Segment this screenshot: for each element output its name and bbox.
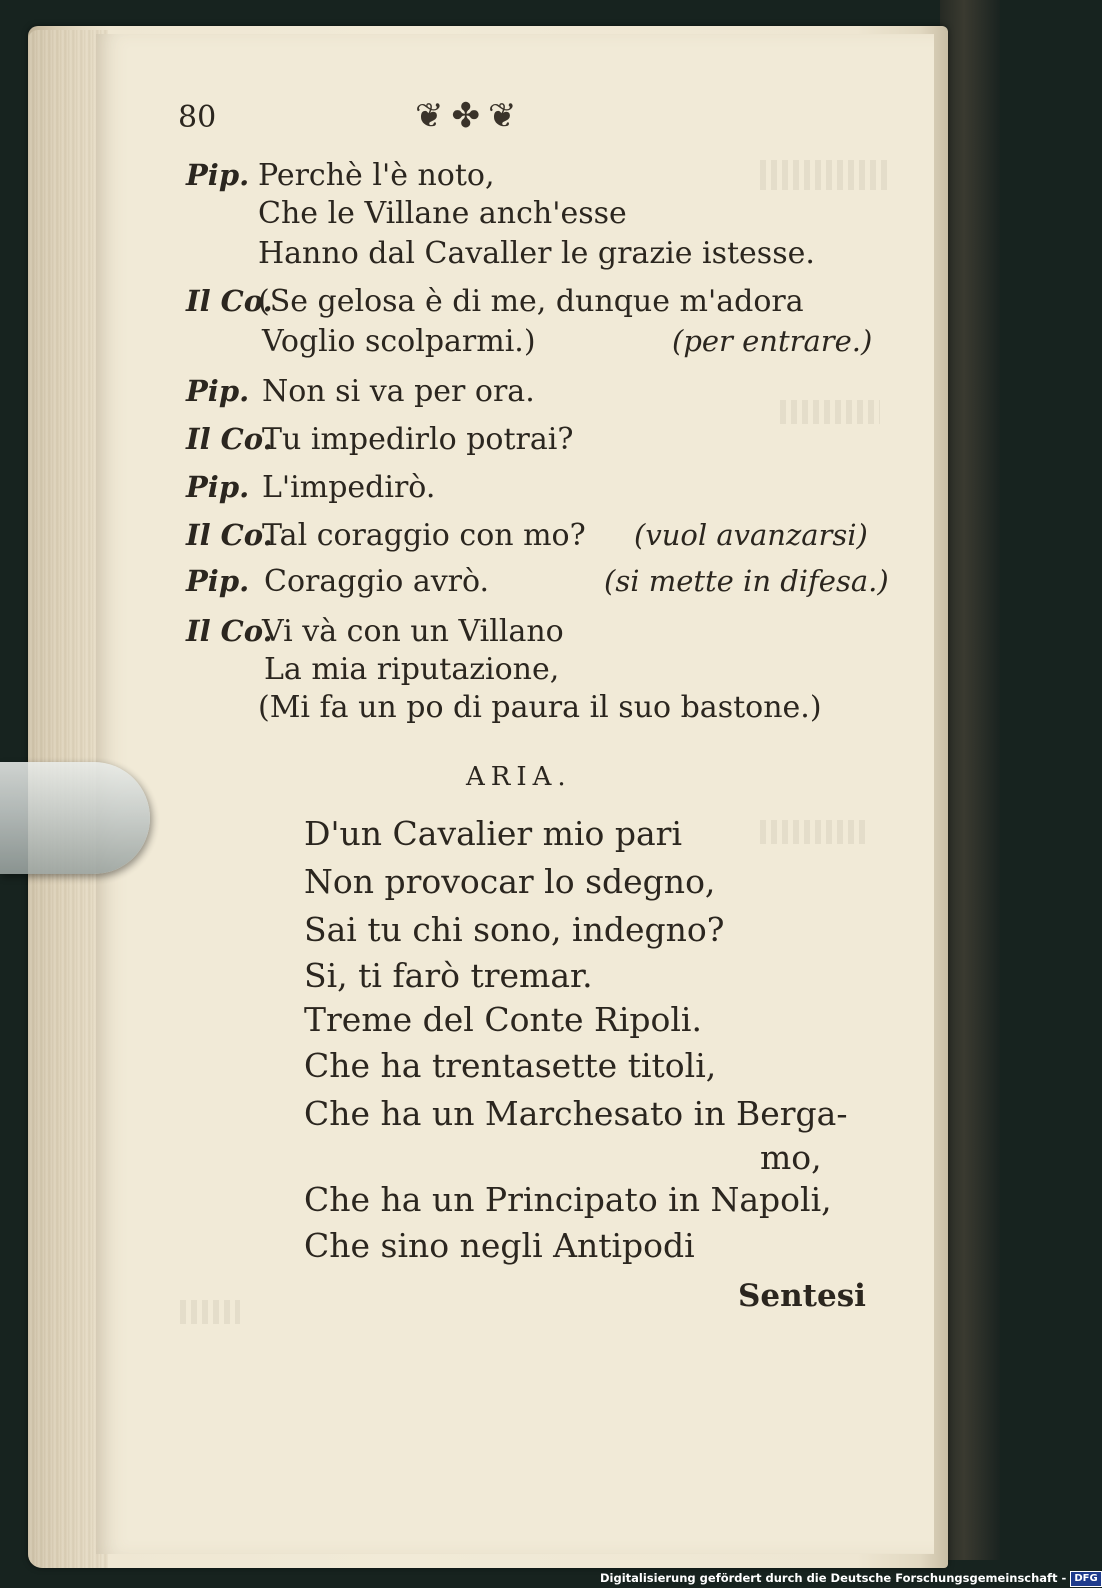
credit-text: Digitalisierung gefördert durch die Deutsche Forschungsgemeinschaft -: [600, 1571, 1067, 1585]
verse-line: Tu impedirlo potrai?: [262, 422, 574, 457]
page-number: 80: [178, 100, 217, 135]
aria-line: Si, ti farò tremar.: [304, 956, 593, 995]
speaker-label: Pip.: [186, 564, 250, 598]
page-clip: [0, 762, 150, 874]
aria-line: Treme del Conte Ripoli.: [304, 1000, 702, 1039]
bleed-through: [180, 1300, 240, 1324]
aria-line: Sai tu chi sono, indegno?: [304, 910, 725, 949]
aria-title: ARIA.: [466, 762, 572, 792]
verse-line: L'impedirò.: [262, 470, 436, 505]
bleed-through: [760, 820, 870, 844]
aria-line: D'un Cavalier mio pari: [304, 814, 683, 853]
aria-line: Non provocar lo sdegno,: [304, 862, 716, 901]
verse-line: Che le Villane anch'esse: [258, 196, 627, 231]
speaker-label: Il Co.: [186, 422, 273, 456]
stage-direction: (per entrare.): [672, 324, 873, 358]
aria-line: Che ha un Principato in Napoli,: [304, 1180, 832, 1219]
bleed-through: [760, 160, 890, 190]
bleed-through: [780, 400, 880, 424]
stage-direction: (si mette in difesa.): [604, 564, 889, 598]
aria-line: Che ha un Marchesato in Berga-: [304, 1094, 848, 1133]
verse-line: Vi và con un Villano: [262, 614, 564, 649]
aria-line: mo,: [760, 1138, 822, 1177]
verse-line: (Se gelosa è di me, dunque m'adora: [258, 284, 804, 319]
stage-direction: (vuol avanzarsi): [634, 518, 868, 552]
verse-line: Voglio scolparmi.): [262, 324, 536, 359]
digitization-credit: [600, 1568, 1098, 1588]
aria-line: Che ha trentasette titoli,: [304, 1046, 717, 1085]
verse-line: (Mi fa un po di paura il suo bastone.): [258, 690, 822, 725]
verse-line: La mia riputazione,: [264, 652, 560, 687]
verse-line: Tal coraggio con mo?: [262, 518, 586, 553]
speaker-label: Il Co.: [186, 284, 273, 318]
dfg-logo: DFG: [1070, 1571, 1101, 1587]
header-ornament: ❦✤❦: [415, 96, 525, 136]
verse-line: Perchè l'è noto,: [258, 158, 495, 193]
speaker-label: Il Co.: [186, 614, 273, 648]
speaker-label: Pip.: [186, 158, 250, 192]
verse-line: Hanno dal Cavaller le grazie istesse.: [258, 236, 815, 271]
catchword: Sentesi: [738, 1278, 866, 1314]
speaker-label: Pip.: [186, 374, 250, 408]
adjacent-page-edge: [940, 0, 1000, 1560]
speaker-label: Il Co.: [186, 518, 273, 552]
aria-line: Che sino negli Antipodi: [304, 1226, 695, 1265]
verse-line: Non si va per ora.: [262, 374, 535, 409]
speaker-label: Pip.: [186, 470, 250, 504]
verse-line: Coraggio avrò.: [264, 564, 490, 599]
